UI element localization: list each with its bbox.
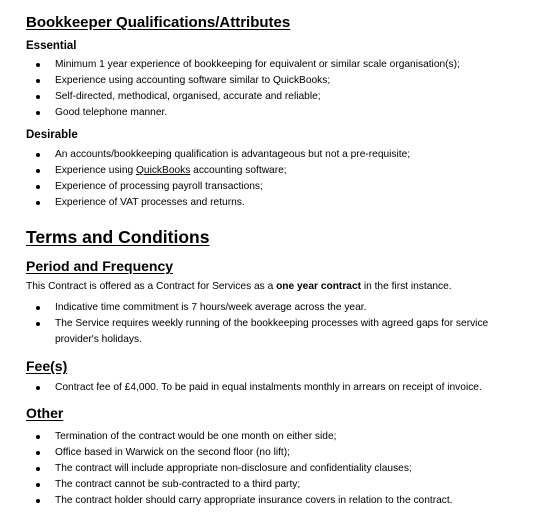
list-item: An accounts/bookkeeping qualification is advantageous but not a pre-requisite; — [0, 147, 540, 163]
list-item: Experience using accounting software similar to QuickBooks; — [0, 73, 540, 89]
period-intro-text-end: in the first instance. — [361, 281, 452, 292]
quickbooks-link[interactable]: QuickBooks — [135, 165, 191, 176]
qualifications-title: Bookkeeper Qualifications/Attributes — [26, 14, 291, 31]
list-item: The contract will include appropriate non-disclosure and confidentiality clauses; — [0, 461, 540, 477]
list-item: Indicative time commitment is 7 hours/week average across the year. — [0, 300, 540, 316]
fees-list — [0, 380, 540, 396]
list-item-text: Experience using — [55, 165, 136, 176]
period-intro-bold: one year contract — [276, 281, 362, 292]
list-item: Minimum 1 year experience of bookkeeping for equivalent or similar scale organisation(s); — [0, 57, 540, 73]
list-item: The contract cannot be sub-contracted to a third party; — [0, 477, 540, 493]
list-item: Termination of the contract would be one month on either side; — [0, 429, 540, 445]
essential-heading: Essential — [26, 40, 77, 52]
list-item: Self-directed, methodical, organised, accurate and reliable; — [0, 89, 540, 105]
list-item: The contract holder should carry appropriate insurance covers in relation to the contract. — [0, 493, 540, 509]
fees-heading: Fee(s) — [26, 358, 68, 374]
other-list — [0, 429, 540, 509]
list-item: The Service requires weekly running of the bookkeeping processes with agreed gaps for service provider's holidays. — [0, 316, 525, 348]
list-item: Good telephone manner. — [0, 105, 540, 121]
list-item-text: accounting software; — [190, 165, 287, 176]
period-list — [0, 300, 540, 348]
list-item: Office based in Warwick on the second floor (no lift); — [0, 445, 540, 461]
desirable-heading: Desirable — [26, 129, 78, 141]
other-heading: Other — [26, 405, 64, 421]
list-item: Experience of VAT processes and returns. — [0, 195, 540, 211]
list-item: Experience of processing payroll transactions; — [0, 179, 540, 195]
period-intro — [26, 279, 452, 295]
list-item — [0, 163, 540, 179]
period-heading: Period and Frequency — [26, 258, 174, 274]
list-item: Contract fee of £4,000. To be paid in equal instalments monthly in arrears on receipt of invoice. — [0, 380, 540, 396]
period-intro-text: This Contract is offered as a Contract for Services as a — [26, 281, 277, 292]
essential-list — [0, 57, 540, 121]
terms-title: Terms and Conditions — [26, 227, 210, 247]
desirable-list — [0, 147, 540, 211]
